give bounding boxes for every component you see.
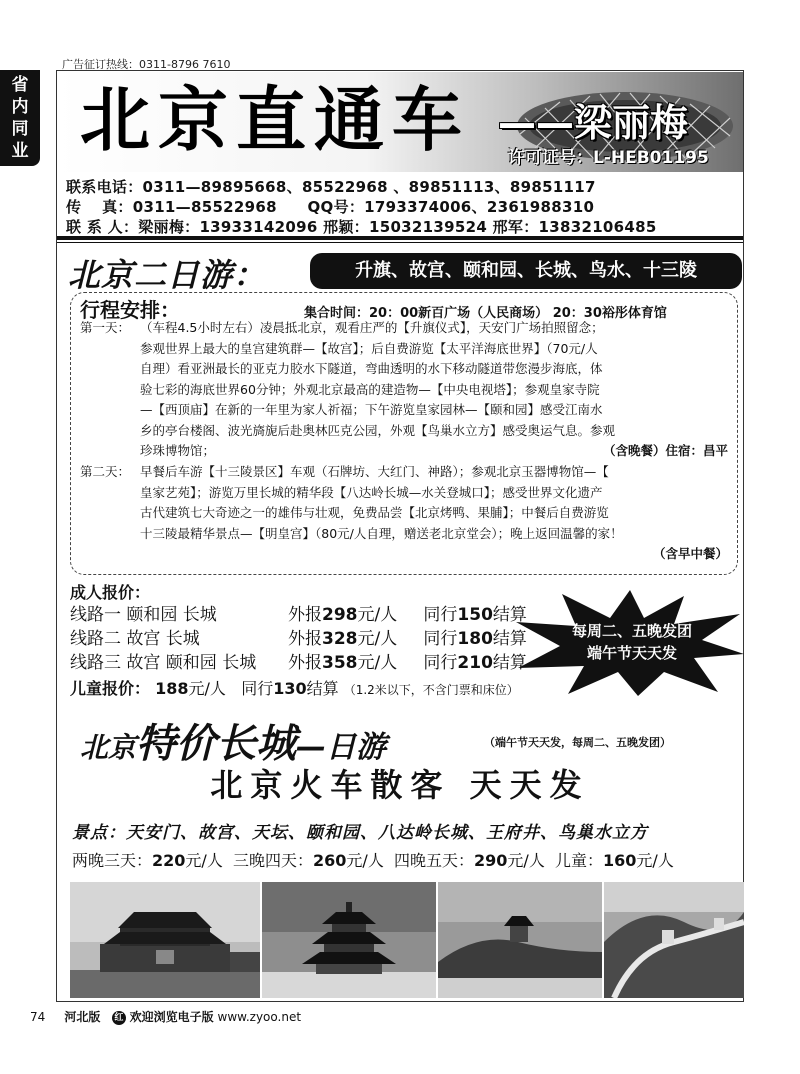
unit: 元/人 — [357, 653, 398, 673]
label: 儿童： — [555, 851, 604, 870]
great-wall-note: （端午节天天发，每周二、五晚发团） — [484, 736, 671, 749]
edition-label: 河北版 — [64, 1010, 101, 1024]
great-wall-photo — [604, 882, 744, 998]
child-price — [70, 676, 519, 699]
welcome-text: 欢迎浏览电子版 — [129, 1010, 214, 1024]
side-tab-char: 业 — [11, 141, 29, 161]
page-footer — [30, 1008, 301, 1025]
summer-palace-photo — [438, 882, 602, 998]
day1-line: 珍珠博物馆； — [140, 443, 216, 458]
route-retail — [288, 604, 418, 626]
label: 同行 — [423, 653, 458, 673]
retail-price: 328 — [322, 629, 358, 649]
price: 260 — [313, 851, 347, 870]
label: 四晚五天： — [394, 851, 475, 870]
day1-line: —【西顶庙】在新的一年里为家人祈福；下午游览皇家园林—【颐和园】感受江南水 — [140, 402, 603, 417]
label: 外报 — [288, 605, 322, 625]
price: 220 — [152, 851, 186, 870]
itinerary-heading: 行程安排： — [80, 298, 180, 322]
burst-line: 端午节天天发 — [586, 644, 677, 662]
route-1-price — [70, 604, 527, 626]
train-tour-title: 北京火车散客 天天发 — [210, 766, 590, 804]
scenic-spots: 景点：天安门、故宫、天坛、颐和园、八达岭长城、王府井、鸟巢水立方 — [72, 823, 648, 843]
day2-line: 古代建筑七大奇迹之一的雄伟与壮观，免费品尝【北京烤鸭、果脯】；中餐后自费游览 — [140, 505, 609, 520]
unit: 结算 — [492, 629, 527, 649]
day1-last-row — [140, 441, 728, 462]
peer-price: 180 — [457, 629, 493, 649]
child-retail-price: 188 — [155, 679, 189, 698]
unit: 结算 — [306, 679, 339, 698]
contact-phone: 联系电话：0311—89895668、85522968 、89851113、89851117 — [66, 178, 596, 196]
tour-title: 北京二日游： — [68, 256, 267, 294]
side-tab-char: 内 — [11, 97, 29, 117]
unit: 元/人 — [507, 851, 545, 870]
multi-day-prices — [72, 848, 674, 871]
day1-line: （车程4.5小时左右）凌晨抵北京，观看庄严的【升旗仪式】，天安门广场拍照留念； — [140, 320, 604, 335]
route-retail — [288, 652, 418, 674]
route-name: 线路一 颐和园 长城 — [70, 605, 217, 625]
child-price-note: （1.2米以下，不含门票和床位） — [343, 683, 519, 697]
price: 290 — [474, 851, 508, 870]
day1-description — [140, 318, 728, 462]
divider — [57, 242, 743, 243]
tiananmen-photo — [70, 882, 260, 998]
day2-line: 皇家艺苑】；游览万里长城的精华段【八达岭长城—水关登城口】；感受世界文化遗产 — [140, 484, 603, 500]
label: 外报 — [288, 629, 322, 649]
contact-fax-qq: 传 真：0311—85522968 QQ号：1793374006、2361988310 — [66, 198, 595, 216]
header-title: 北京直通车 — [80, 78, 470, 161]
retail-price: 298 — [322, 605, 358, 625]
route-retail — [288, 628, 418, 650]
gw-main: 特价长城 — [136, 721, 297, 767]
unit: 结算 — [492, 653, 527, 673]
logo-badge-icon: 红 — [112, 1011, 126, 1025]
unit: 元/人 — [188, 679, 226, 698]
day1-label: 第一天： — [80, 320, 131, 335]
day2-label: 第二天： — [80, 464, 131, 479]
adult-price-heading: 成人报价： — [70, 583, 151, 602]
day2-meals: （含早中餐） — [652, 546, 728, 561]
route-name: 线路三 故宫 颐和园 长城 — [70, 653, 257, 673]
route-name: 线路二 故宫 长城 — [70, 629, 200, 649]
day2-description — [140, 462, 728, 565]
side-tab-char: 省 — [11, 75, 29, 95]
burst-line: 每周二、五晚发团 — [571, 622, 692, 640]
day1-line: 参观世界上最大的皇宫建筑群—【故宫】；后自费游览【太平洋海底世界】（70元/人 — [140, 340, 598, 356]
label: 同行 — [423, 629, 458, 649]
page-number: 74 — [30, 1010, 46, 1024]
starburst-text — [532, 620, 732, 664]
day1-line: 自理）看亚洲最长的亚克力胶水下隧道，弯曲透明的水下移动隧道带您漫步海底，体 — [140, 361, 603, 376]
label: 同行 — [423, 605, 458, 625]
gw-suffix: —日游 — [296, 730, 387, 765]
unit: 元/人 — [636, 851, 674, 870]
price: 160 — [603, 851, 637, 870]
label: 两晚三天： — [72, 851, 153, 870]
unit: 结算 — [492, 605, 527, 625]
unit: 元/人 — [185, 851, 223, 870]
license-number: 许可证号：L-HEB01195 — [508, 148, 709, 168]
day1-line: 乡的亭台楼阁、波光旖旎后赴奥林匹克公园，外观【鸟巢水立方】感受奥运气息。参观 — [140, 422, 616, 438]
temple-of-heaven-photo — [262, 882, 436, 998]
gw-prefix: 北京 — [80, 731, 137, 764]
meeting-time: 集合时间：20：00新百广场（人民商场） 20：30裕彤体育馆 — [304, 306, 667, 321]
tour-highlights: 升旗、故宫、颐和园、长城、鸟水、十三陵 — [310, 253, 742, 289]
retail-price: 358 — [322, 653, 358, 673]
ad-hotline: 广告征订热线：0311-8796 7610 — [62, 58, 231, 71]
day2-line: 早餐后车游【十三陵景区】车观（石牌坊、大红门、神路）；参观北京玉器博物馆—【 — [140, 464, 609, 479]
label: 三晚四天： — [233, 851, 314, 870]
header-agent-name — [498, 92, 688, 147]
label: 同行 — [241, 679, 274, 698]
side-tab-char: 同 — [11, 119, 29, 139]
route-3-price — [70, 652, 527, 674]
day2-line: 十三陵最精华景点—【明皇宫】（80元/人自理，赠送老北京堂会）；晚上返回温馨的家！ — [140, 525, 623, 541]
website-link[interactable]: www.zyoo.net — [217, 1010, 302, 1024]
category-side-tab — [0, 70, 40, 166]
day1-line: 验七彩的海底世界60分钟；外观北京最高的建造物—【中央电视塔】；参观皇家寺院 — [140, 381, 600, 397]
peer-price: 150 — [457, 605, 493, 625]
peer-price: 210 — [457, 653, 493, 673]
route-2-price — [70, 628, 527, 650]
day1-meals: （含晚餐）住宿：昌平 — [602, 443, 728, 458]
child-peer-price: 130 — [273, 679, 307, 698]
label: 外报 — [288, 653, 322, 673]
agent-name: 梁丽梅 — [574, 101, 689, 145]
unit: 元/人 — [357, 605, 398, 625]
contact-persons: 联 系 人：梁丽梅：13933142096 邢颖：15032139524 邢军：13832106485 — [66, 218, 657, 236]
divider — [57, 236, 743, 240]
header-dash: —— — [498, 101, 574, 145]
unit: 元/人 — [346, 851, 384, 870]
child-price-label: 儿童报价： — [70, 679, 151, 698]
unit: 元/人 — [357, 629, 398, 649]
